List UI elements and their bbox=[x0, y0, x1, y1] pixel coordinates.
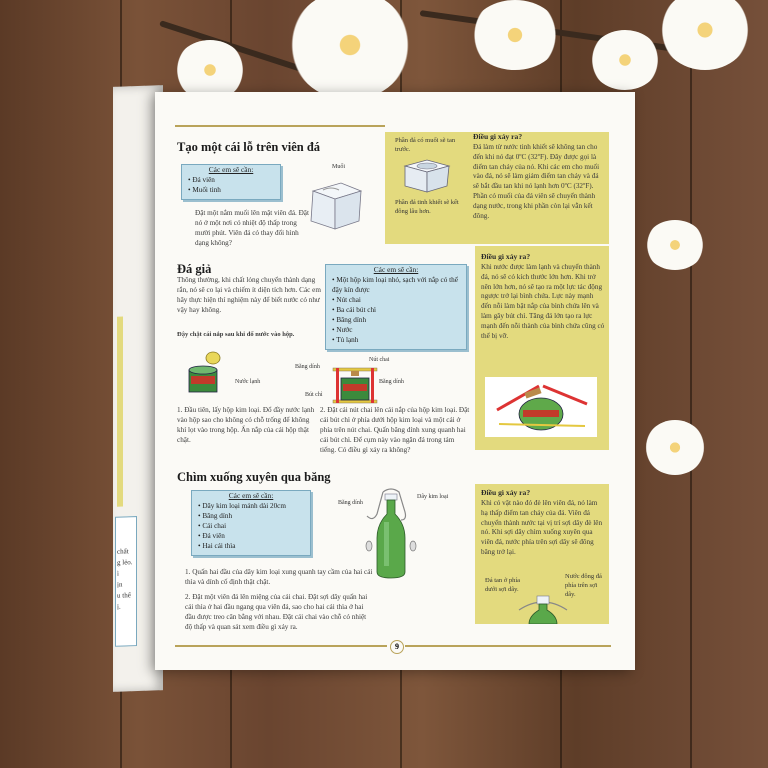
book-page bbox=[155, 92, 635, 670]
section2-step2: 2. Đặt cái nút chai lên cái nắp của hộp kim loại. Đặt cái bút chì ở phía dưới hộp kim loại và một cái ở phía trên nút chai. Quấn băng dính xung quanh hai cái bút chì. Để cụm này vào ngăn đá trong tám tiếng. Có điều gì xảy ra không? bbox=[320, 406, 470, 454]
ice-cube-illustration bbox=[305, 177, 367, 233]
blossom bbox=[470, 0, 560, 70]
can-with-pencils-illustration bbox=[331, 364, 379, 406]
section2-step1: 1. Đầu tiên, lấy hộp kim loại. Đổ đầy nước lạnh vào hộp sao cho không có chỗ trống để không khí lọt vào trong hộp. Ấn nắp của cái hộp thật chặt. bbox=[177, 406, 315, 444]
page-number: 9 bbox=[390, 640, 404, 654]
gold-rule bbox=[405, 645, 611, 647]
label-wire: Dây kim loại bbox=[417, 494, 449, 500]
label-salt: Muối bbox=[332, 164, 346, 170]
label-melt-first: Phần đá có muối sẽ tan trước. bbox=[395, 137, 456, 153]
blossom bbox=[645, 420, 705, 475]
section2-caption: Đậy chặt cái nắp sau khi đổ nước vào hộp. bbox=[177, 331, 295, 338]
what-happens-text-1: Điều gì xảy ra? Đá làm từ nước tinh khiết sẽ không tan cho đến khi nó đạt 0ºC (32ºF). Đây được gọi là điểm tan chảy của nó. Khi các em cho muối vào đá, nó sẽ làm giảm điểm tan chảy và đá sẽ bắt đầu tan khi nó lạnh hơn 0ºC (32ºF). Phần có muối của đá viên sẽ chuyển thành dạng nước, trong khi phần còn lại vẫn kết đông. bbox=[473, 132, 600, 220]
blossom bbox=[590, 30, 660, 90]
label-pencil: Bút chì bbox=[305, 392, 323, 398]
requirement-item: • Tủ lạnh bbox=[326, 335, 466, 345]
blossom bbox=[660, 0, 750, 70]
label-water-refreezes: Nước đông đá phía trên sợi dây. bbox=[565, 573, 602, 598]
label-ice-melts: Đá tan ở phía dưới sợi dây. bbox=[485, 577, 521, 593]
requirement-item: • Muối tinh bbox=[182, 185, 280, 195]
blossom bbox=[645, 220, 705, 270]
requirements-box: Các em sẽ cần: • Dây kim loại mảnh dài 20cm • Băng dính • Cái chai • Đá viên • Hai cái thìa bbox=[191, 490, 311, 556]
gold-rule bbox=[175, 125, 385, 127]
label-tape: Băng dính bbox=[295, 364, 320, 370]
blossom bbox=[290, 0, 410, 100]
gold-rule bbox=[175, 645, 387, 647]
requirement-item: • Dây kim loại mảnh dài 20cm bbox=[192, 501, 310, 511]
requirement-item: • Đá viên bbox=[182, 175, 280, 185]
blossom bbox=[175, 40, 245, 100]
requirement-item: • Ba cái bút chì bbox=[326, 305, 466, 315]
requirements-box: Các em sẽ cần: • Đá viên • Muối tinh bbox=[181, 164, 281, 200]
requirement-item: • Nút chai bbox=[326, 295, 466, 305]
requirement-item: • Cái chai bbox=[192, 521, 310, 531]
requirement-item: • Băng dính bbox=[326, 315, 466, 325]
section2-intro: Thông thường, khi chất lỏng chuyển thành dạng rắn, nó sẽ co lại và chiếm ít diện tích hơn. Các em hãy thực hiện thí nghiệm này để biết nước có như vậy hay không. bbox=[177, 276, 321, 314]
label-pure-ice: Phần đá tinh khiết sẽ kết đông lâu hơn. bbox=[395, 199, 459, 215]
requirement-item: • Băng dính bbox=[192, 511, 310, 521]
tin-can-illustration bbox=[185, 350, 233, 396]
section3-step2: 2. Đặt một viên đá lên miệng của cái chai. Đặt sợi dây quấn hai cái thìa ở hai đầu ngang qua viên đá, sao cho hai cái thìa ở hai đầu được treo cân bằng với nhau. Đặt cái chai vào chỗ có nhiệt độ thấp và quan sát xem điều gì xảy ra. bbox=[185, 593, 368, 631]
requirement-item: • Nước bbox=[326, 325, 466, 335]
section-title: Đá giả bbox=[177, 262, 212, 276]
left-page-text: chất g lẻo. ì ịn u thế ị. bbox=[117, 547, 133, 611]
what-happens-text-3: Điều gì xảy ra? Khi có vật nào đó đè lên viên đá, nó làm hạ thấp điểm tan chảy của đá. Viên đá chuyển thành nước tại vị trí sợi dây đè lên nó. Khi sợi dây chìm xuống xuyên qua viên đá, nước phía trên sợi dây sẽ đông băng trở lại. bbox=[481, 488, 603, 556]
wood-plank-seam bbox=[690, 0, 692, 768]
section-title: Chìm xuống xuyên qua băng bbox=[177, 470, 331, 484]
section3-step1: 1. Quấn hai đầu của dây kim loại xung quanh tay cầm của hai cái thìa và dính cố định thật chặt. bbox=[185, 568, 373, 586]
label-cold-water: Nước lạnh bbox=[235, 379, 261, 385]
requirements-box: Các em sẽ cần: • Một hộp kim loại nhỏ, sạch với nắp có thể đậy kín được • Nút chai • Ba cái bút chì • Băng dính • Nước • Tủ lạnh bbox=[325, 264, 467, 350]
label-cork: Nút chai bbox=[369, 357, 390, 363]
bursting-can-illustration bbox=[489, 380, 593, 434]
melting-ice-illustration bbox=[399, 156, 455, 196]
requirement-item: • Một hộp kim loại nhỏ, sạch với nắp có thể đậy kín được bbox=[326, 275, 466, 295]
label-tape: Băng dính bbox=[338, 500, 363, 506]
section1-body: Đặt một nắm muối lên mặt viên đá. Đặt nó ở một nơi có nhiệt độ thấp trong mười phút. Viên đá có thay đổi hình dạng không? bbox=[195, 209, 309, 247]
requirement-item: • Đá viên bbox=[192, 531, 310, 541]
requirement-item: • Hai cái thìa bbox=[192, 541, 310, 551]
section-title: Tạo một cái lỗ trên viên đá bbox=[177, 140, 321, 154]
what-happens-text-2: Điều gì xảy ra? Khi nước được làm lạnh và chuyển thành đá, nó sẽ có kích thước lớn hơn. Khi trở nên lớn hơn, nó sẽ tạo ra một lực tác động ngược trở lại bình chứa. Lực này mạnh đến nỗi làm bật nắp của bình chứa lên và làm gãy bút chì. Tăng đá lớn tạo ra lực mạnh đến nỗi thành của bình chứa cũng có thể bị vỡ. bbox=[481, 252, 605, 340]
label-tape-2: Băng dính bbox=[379, 379, 404, 385]
left-page-yellow-strip bbox=[117, 317, 123, 507]
bottle-neck-closeup-illustration bbox=[515, 592, 571, 624]
